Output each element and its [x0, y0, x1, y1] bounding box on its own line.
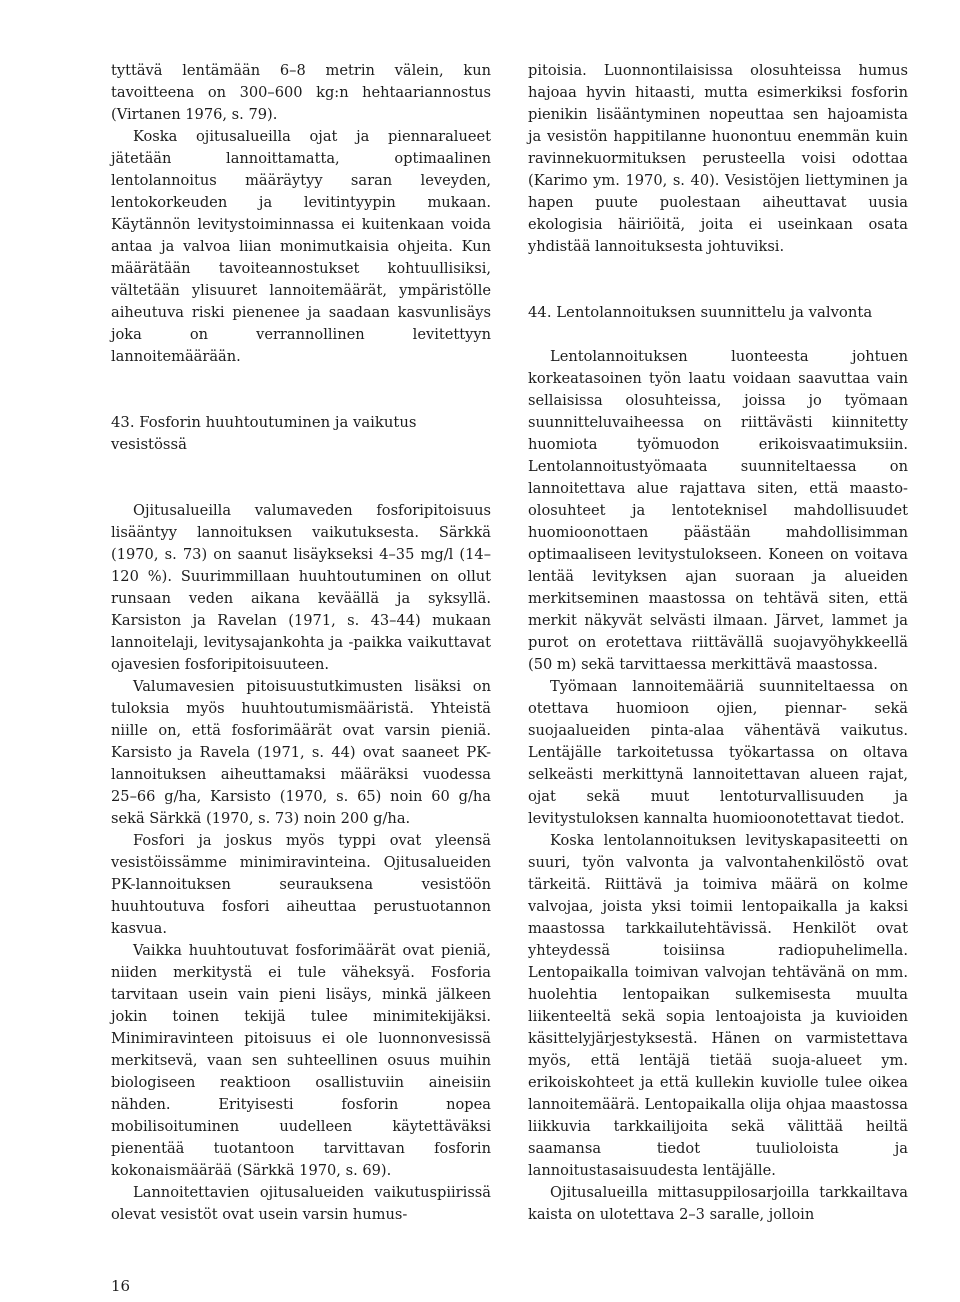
right-paragraph-1: pitoisia. Luonnontilaisissa olosuhteissa humus hajoaa hyvin hitaasti, mutta esimerkiksi fosforin pienikin lisääntyminen nopeuttaa sen hajoamista ja vesistön happitilanne huonontuu enemmän kuin ravinnekuormituksen perusteella voisi odottaa (Karimo ym. 1970, s. 40). Vesistöjen liettyminen ja hapen puute puolestaan aiheuttavat uusia ekologisia häiriöitä, joita ei useinkaan osata yhdistää lannoituksesta johtuviksi. [528, 62, 908, 255]
spacer [528, 324, 908, 346]
spacer [528, 258, 908, 302]
left-paragraph-2: Koska ojitusalueilla ojat ja piennaralueet jätetään lannoittamatta, optimaalinen lentolannoitus määräytyy saran leveyden, lentokorkeuden ja levitintyypin mukaan. Käytännön levitystoiminnassa ei kuitenkaan voida antaa ja valvoa liian monimutkaisia ohjeita. Kun määrätään tavoiteannostukset kohtuullisiksi, vältetään ylisuuret lannoitemäärät, ympäristölle aiheutuva riski pienenee ja saadaan kasvunlisäys joka on verrannollinen levitettyyn lannoitemäärään. [111, 128, 491, 365]
section-heading-43: 43. Fosforin huuhtoutuminen ja vaikutus vesistössä [111, 414, 417, 453]
page-number: 16 [111, 1277, 131, 1295]
left-paragraph-5: Fosfori ja joskus myös typpi ovat yleensä vesistöissämme minimiravinteina. Ojitusalueiden PK-lannoituksen seurauksena vesistöön huuhtoutuva fosfori aiheuttaa perustuotannon kasvua. [111, 832, 491, 937]
right-paragraph-3: Työmaan lannoitemääriä suunniteltaessa on otettava huomioon ojien, piennar- sekä suojaalueiden pinta-alaa vähentävä vaikutus. Lentäjälle tarkoitetussa työkartassa on oltava selkeästi merkittynä lannoitettavan alueen rajat, ojat sekä muut lentoturvallisuuden ja levitystuloksen kannalta huomioonotettavat tiedot. [528, 678, 908, 827]
section-heading-44: 44. Lentolannoituksen suunnittelu ja valvonta [528, 304, 873, 321]
left-paragraph-6: Vaikka huuhtoutuvat fosforimäärät ovat pieniä, niiden merkitystä ei tule väheksyä. Fosforia tarvitaan usein vain pieni lisäys, minkä jälkeen jokin toinen tekijä tulee minimitekijäksi. Minimiravinteen pitoisuus ei ole luonnonvesissä merkitsevä, vaan sen suhteellinen osuus muihin biologiseen reaktioon osallistuviin aineisiin nähden. Erityisesti fosforin nopea mobilisoituminen uudelleen käytettäväksi pienentää tuotantoon tarvittavan fosforin kokonaismäärää (Särkkä 1970, s. 69). [111, 942, 491, 1179]
left-paragraph-4: Valumavesien pitoisuustutkimusten lisäksi on tuloksia myös huuhtoutumismääristä. Yhteistä niille on, että fosforimäärät ovat varsin pieniä. Karsisto ja Ravela (1971, s. 44) ovat saaneet PK-lannoituksen aiheuttamaksi määräksi vuodessa 25–66 g/ha, Karsisto (1970, s. 65) noin 60 g/ha sekä Särkkä (1970, s. 73) noin 200 g/ha. [111, 678, 491, 827]
left-paragraph-7: Lannoitettavien ojitusalueiden vaikutuspiirissä olevat vesistöt ovat usein varsin humus- [111, 1184, 491, 1223]
right-paragraph-2: Lentolannoituksen luonteesta johtuen korkeatasoinen työn laatu voidaan saavuttaa vain sellaisissa olosuhteissa, joissa jo työmaan suunnitteluvaiheessa on riittävästi kiinnitetty huomiota työmuodon erikoisvaatimuksiin. Lentolannoitustyömaata suunniteltaessa on lannoitettava alue rajattava siten, että maasto-olosuhteet ja lentoteknisel mahdollisuudet huomioonottaen päästään mahdollisimman optimaaliseen levitystulokseen. Koneen on voitava lentää levityksen ajan suoraan ja alueiden merkitseminen maastossa on tehtävä siten, että merkit näkyvät selvästi ilmaan. Järvet, lammet ja purot on erotettava riittävällä suojavyöhykkeellä (50 m) sekä tarvittaessa merkittävä maastossa. [528, 348, 908, 673]
spacer [111, 368, 491, 412]
left-column [111, 60, 491, 1226]
right-paragraph-4: Koska lentolannoituksen levityskapasiteetti on suuri, työn valvonta ja valvontahenkilöstö ovat tärkeitä. Riittävä ja toimiva määrä on kolme valvojaa, joista yksi toimii lentopaikalla ja kaksi maastossa tarkkailutehtävissä. Henkilöt ovat yhteydessä toisiinsa radiopuhelimella. Lentopaikalla toimivan valvojan tehtävänä on mm. huolehtia lentopaikan sulkemisesta muulta liikenteeltä sekä sopia lentoajoista ja kuvioiden käsittelyjärjestyksestä. Hänen on varmistettava myös, että lentäjä tietää suoja-alueet ym. erikoiskohteet ja että kullekin kuviolle tulee oikea lannoitemäärä. Lentopaikalla olija ohjaa maastossa liikkuvia tarkkailijoita sekä välittää heiltä saamansa tiedot tuulioloista ja lannoitustasaisuudesta lentäjälle. [528, 832, 908, 1179]
right-paragraph-5: Ojitusalueilla mittasuppilosarjoilla tarkkailtava kaista on ulotettava 2–3 saralle, jolloin [528, 1184, 908, 1223]
right-column [528, 60, 908, 1226]
left-paragraph-1: tyttävä lentämään 6–8 metrin välein, kun tavoitteena on 300–600 kg:n hehtaariannostus (Virtanen 1976, s. 79). [111, 62, 491, 123]
left-paragraph-3: Ojitusalueilla valumaveden fosforipitoisuus lisääntyy lannoituksen vaikutuksesta. Särkkä (1970, s. 73) on saanut lisäykseksi 4–35 mg/l (14–120 %). Suurimmillaan huuhtoutuminen on ollut runsaan veden aikana keväällä ja syksyllä. Karsiston ja Ravelan (1971, s. 43–44) mukaan lannoitelaji, levitysajankohta ja -paikka vaikuttavat ojavesien fosforipitoisuuteen. [111, 502, 491, 673]
spacer [111, 456, 491, 500]
